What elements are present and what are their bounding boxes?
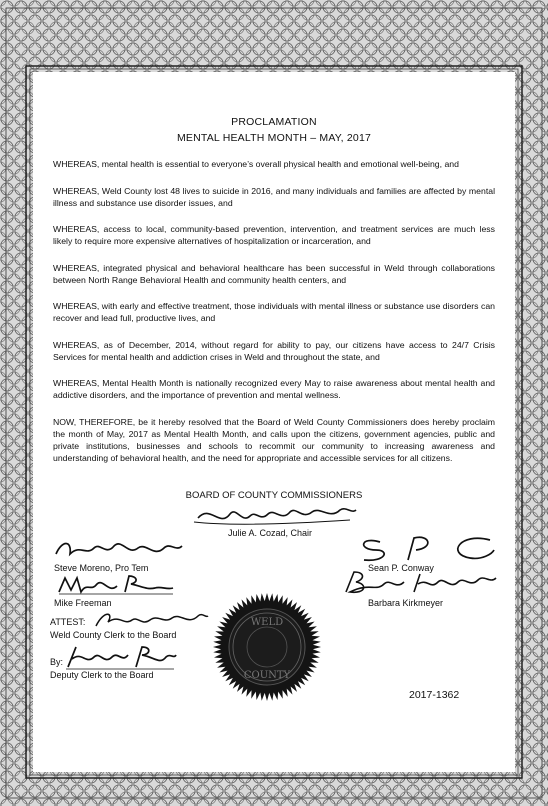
freeman-name: Mike Freeman	[54, 598, 112, 608]
whereas-paragraph: WHEREAS, Weld County lost 48 lives to suicide in 2016, and many individuals and families are affected by mental illness and substance use disorder issues, and	[53, 185, 495, 208]
pro-tem-name: Steve Moreno, Pro Tem	[54, 563, 149, 573]
resolution-paragraph: NOW, THEREFORE, be it hereby resolved that the Board of Weld County Commissioners does hereby proclaim the month of May, 2017 as Mental Health Month, and calls upon the citizens, government agencies, public and private institutions, businesses and schools to recommit our community to increasing awareness and understanding of behavioral health, and the need for appropriate and accessible services for all citizens.	[53, 416, 495, 463]
county-seal	[212, 592, 322, 702]
conway-name: Sean P. Conway	[368, 563, 434, 573]
conway-signature	[350, 532, 500, 564]
whereas-paragraph: WHEREAS, Mental Health Month is nationally recognized every May to raise awareness about mental health and addictive disorders, and the importance of prevention and mental wellness.	[53, 378, 495, 400]
chair-signature	[190, 500, 360, 530]
whereas-paragraph: WHEREAS, access to local, community-based prevention, intervention, and treatment services are much less likely to require more expensive alternatives of hospitalization or incarceration, and	[53, 224, 495, 246]
freeman-signature	[55, 572, 175, 598]
seal-text-bottom: COUNTY	[243, 670, 291, 681]
whereas-paragraph: WHEREAS, integrated physical and behavioral healthcare has been successful in Weld through collaborations between North Range Behavioral Health and community health centers, and	[53, 262, 495, 285]
clerk-title: Weld County Clerk to the Board	[50, 630, 177, 640]
proclamation-heading: PROCLAMATION	[231, 116, 317, 128]
whereas-paragraph: WHEREAS, as of December, 2014, without regard for ability to pay, our citizens have access to 24/7 Crisis Services for mental health and addiction crises in Weld and throughout the state, and	[53, 339, 495, 362]
proclamation-text	[53, 158, 495, 478]
whereas-paragraph: WHEREAS, mental health is essential to everyone’s overall physical health and emotional well-being, and	[53, 159, 459, 169]
by-label: By:	[50, 657, 64, 667]
pro-tem-signature	[50, 534, 185, 564]
proclamation-subheading: MENTAL HEALTH MONTH – MAY, 2017	[176, 132, 372, 144]
whereas-paragraph: WHEREAS, with early and effective treatment, those individuals with mental illness or substance use disorders can recover and lead full, productive lives, and	[53, 301, 495, 323]
document-number: 2017-1362	[409, 689, 460, 701]
kirkmeyer-signature	[340, 568, 500, 598]
kirkmeyer-name: Barbara Kirkmeyer	[368, 598, 444, 608]
clerk-signature	[90, 608, 210, 632]
chair-name: Julie A. Cozad, Chair	[228, 528, 313, 538]
board-title: BOARD OF COUNTY COMMISSIONERS	[185, 490, 363, 501]
deputy-clerk-title: Deputy Clerk to the Board	[50, 670, 154, 680]
attest-label: ATTEST:	[50, 617, 86, 627]
deputy-clerk-signature	[62, 643, 177, 671]
seal-text-top: WELD	[250, 617, 284, 628]
